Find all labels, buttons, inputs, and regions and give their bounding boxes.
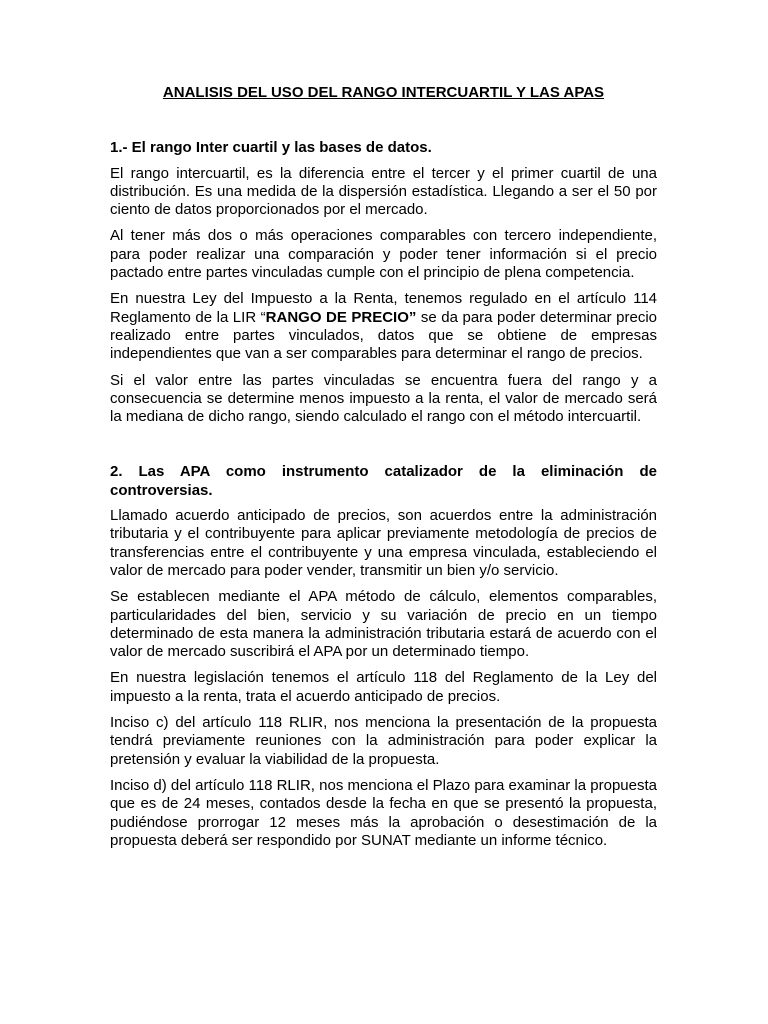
paragraph: Se establecen mediante el APA método de cálculo, elementos comparables, particularidades del bien, servicio y su variación de precio en un tiempo determinado de esta manera la administración tributaria estará de acuerdo con el valor de mercado suscribirá el APA por un determinado tiempo. (110, 588, 657, 661)
section-apa (110, 463, 657, 850)
document-title: ANALISIS DEL USO DEL RANGO INTERCUARTIL Y LAS APAS (162, 84, 605, 101)
bold-term: RANGO DE PRECIO” (265, 308, 417, 326)
paragraph-text: se da para poder determinar precio realizado entre partes vinculados, datos que se obtiene de empresas independientes que van a ser comparables para determinar el rango de precios. (110, 308, 658, 363)
paragraph: Inciso d) del artículo 118 RLIR, nos menciona el Plazo para examinar la propuesta que es de 24 meses, contados desde la fecha en que se presentó la propuesta, pudiéndose prorrogar 12 meses más la aprobación o desestimación de la propuesta deberá ser respondido por SUNAT mediante un informe técnico. (110, 776, 657, 849)
paragraph: En nuestra legislación tenemos el artículo 118 del Reglamento de la Ley del impuesto a la renta, trata el acuerdo anticipado de precios. (110, 669, 657, 705)
paragraph: Llamado acuerdo anticipado de precios, son acuerdos entre la administración tributaria y el contribuyente para aplicar previamente metodología de precios de transferencias entre el contribuyente y una empresa vinculada, estableciendo el valor de mercado para poder vender, transmitir un bien y/o servicio. (110, 507, 657, 579)
paragraph: Si el valor entre las partes vinculadas se encuentra fuera del rango y a consecuencia se determine menos impuesto a la renta, el valor de mercado será la mediana de dicho rango, siendo calculado el rango con el método intercuartil. (110, 371, 657, 426)
paragraph-text: En nuestra Ley del Impuesto a la Renta, tenemos regulado en el artículo 114 Reglamento de la LIR “ (110, 290, 657, 326)
document-page (110, 84, 657, 850)
paragraph: Inciso c) del artículo 118 RLIR, nos menciona la presentación de la propuesta tendrá previamente reuniones con la administración para poder explicar la pretensión y evaluar la viabilidad de la propuesta. (110, 714, 657, 768)
paragraph (110, 290, 657, 363)
section-rango-intercuartil (110, 139, 657, 426)
paragraph: El rango intercuartil, es la diferencia entre el tercer y el primer cuartil de una distribución. Es una medida de la dispersión estadística. Llegando a ser el 50 por ciento de datos proporcionados por el mercado. (110, 164, 657, 219)
section-heading: 1.- El rango Inter cuartil y las bases de datos. (110, 139, 432, 157)
paragraph: Al tener más dos o más operaciones comparables con tercero independiente, para poder realizar una comparación y poder tener información si el precio pactado entre partes vinculadas cumple con el principio de plena competencia. (110, 227, 657, 282)
section-heading: 2. Las APA como instrumento catalizador de la eliminación de controversias. (110, 463, 657, 499)
